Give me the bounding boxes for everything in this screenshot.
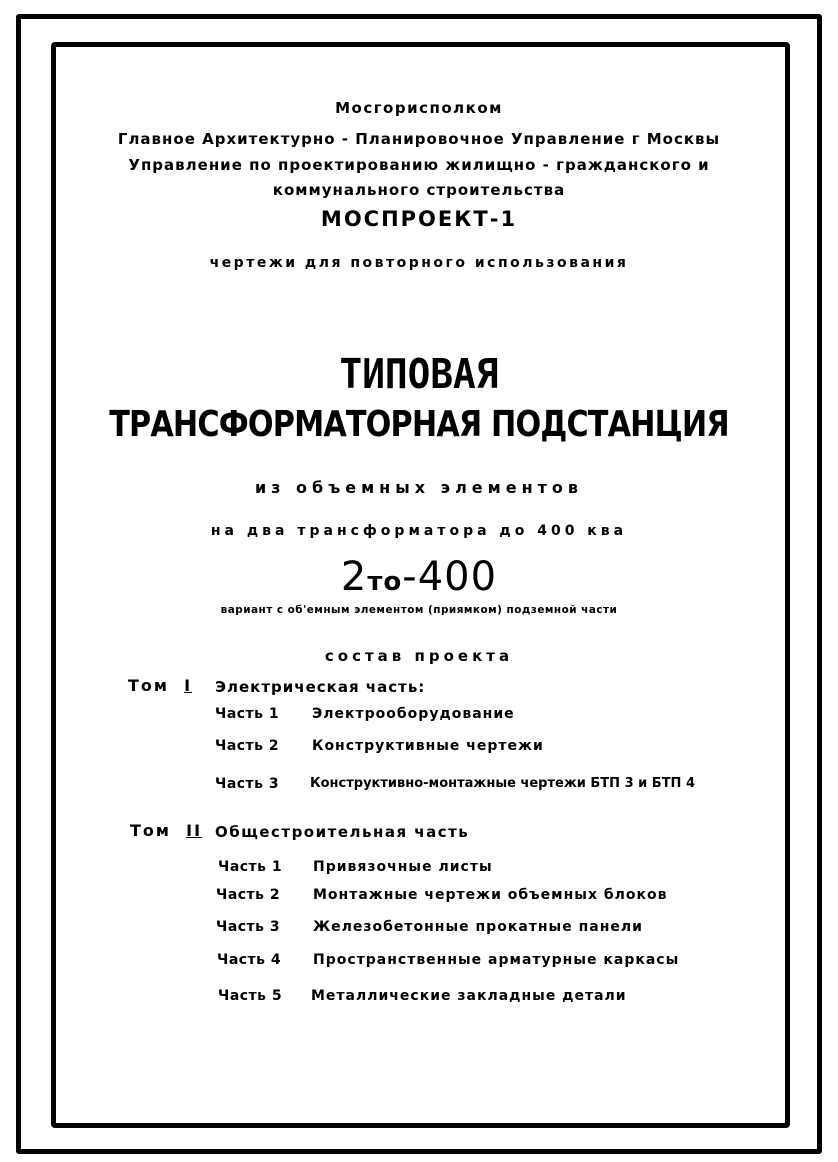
code-mid: то <box>367 567 403 597</box>
vol2-part5-label: Часть 5 <box>218 988 283 1004</box>
description-line-1: из объемных элементов <box>254 478 584 497</box>
title-line-1: ТИПОВАЯ <box>339 350 499 398</box>
volume-2-title: Общестроительная часть <box>215 823 470 841</box>
vol2-part3-text: Железобетонные прокатные панели <box>313 919 643 935</box>
volume-1-label: Том I <box>128 676 193 695</box>
vol2-part5-text: Металлические закладные детали <box>311 988 627 1004</box>
vol2-part2-label: Часть 2 <box>216 887 281 903</box>
vol2-part1-label: Часть 1 <box>218 859 283 875</box>
subtitle: чертежи для повторного использования <box>209 255 629 271</box>
bureau-name: МОСПРОЕКТ-1 <box>320 207 518 231</box>
code-suffix: -400 <box>402 554 498 600</box>
org-line-3: Управление по проектированию жилищно - гражданского и <box>128 156 710 174</box>
project-code <box>0 554 838 600</box>
org-top: Мосгорисполком <box>335 99 503 117</box>
org-line-2: Главное Архитектурно - Планировочное Управление г Москвы <box>117 130 721 148</box>
vol2-part2-text: Монтажные чертежи объемных блоков <box>313 887 668 903</box>
variant-note: вариант с об'емным элементом (приямком) подземной части <box>220 603 618 616</box>
volume-2-label: Том II <box>130 821 203 840</box>
vol1-part1-label: Часть 1 <box>215 706 280 722</box>
vol2-part4-label: Часть 4 <box>217 952 282 968</box>
title-line-2: ТРАНСФОРМАТОРНАЯ ПОДСТАНЦИЯ <box>109 404 729 445</box>
volume-1-title: Электрическая часть: <box>215 678 426 696</box>
vol1-part1-text: Электрооборудование <box>312 706 515 722</box>
vol1-part3-text: Конструктивно-монтажные чертежи БТП 3 и БТП 4 <box>310 776 696 791</box>
vol2-part3-label: Часть 3 <box>216 919 281 935</box>
code-prefix: 2 <box>340 554 368 600</box>
vol2-part1-text: Привязочные листы <box>313 859 493 875</box>
org-line-4: коммунального строительства <box>272 181 566 199</box>
description-line-2: на два трансформатора до 400 ква <box>210 523 628 539</box>
vol1-part2-text: Конструктивные чертежи <box>312 738 544 754</box>
contents-title: состав проекта <box>324 647 514 665</box>
vol2-part4-text: Пространственные арматурные каркасы <box>313 952 680 968</box>
vol1-part3-label: Часть 3 <box>215 776 280 792</box>
vol1-part2-label: Часть 2 <box>215 738 280 754</box>
